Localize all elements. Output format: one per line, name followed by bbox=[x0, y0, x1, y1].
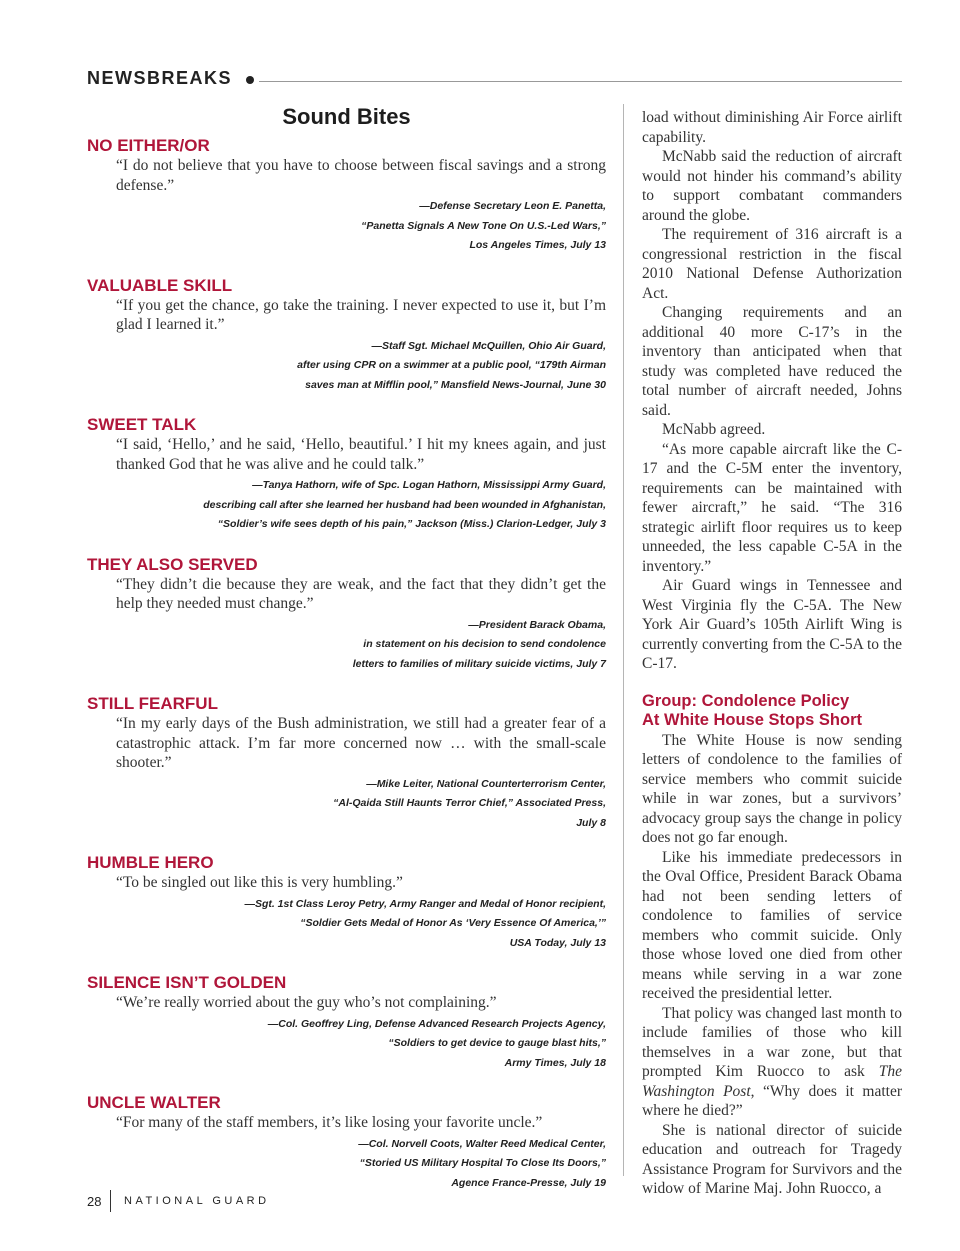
publication-name: NATIONAL GUARD bbox=[124, 1195, 270, 1207]
bite-source-line: after using CPR on a swimmer at a public pool, “179th Airman bbox=[297, 359, 606, 371]
header-rule bbox=[259, 81, 902, 82]
section-header bbox=[87, 68, 902, 94]
bite-source-line: letters to families of military suicide victims, July 7 bbox=[352, 657, 606, 670]
paragraph-text: That policy was changed last month to include families of those who kill themselves in a war zone, but that prompted Kim Ruocco to ask bbox=[642, 1004, 902, 1080]
sound-bite bbox=[87, 694, 606, 833]
bite-source-line: Agence France-Presse, July 19 bbox=[451, 1176, 606, 1189]
bite-quote: “They didn’t die because they are weak, and the fact that they didn’t get the help they needed must change.” bbox=[116, 575, 606, 612]
bite-source-line: Army Times, July 18 bbox=[504, 1056, 606, 1069]
bite-source-line: —Sgt. 1st Class Leroy Petry, Army Ranger and Medal of Honor recipient, bbox=[244, 897, 606, 910]
subhead-line: Group: Condolence Policy bbox=[642, 691, 850, 710]
bite-quote: “For many of the staff members, it’s like losing your favorite uncle.” bbox=[116, 1114, 543, 1131]
bite-heading: SWEET TALK bbox=[87, 415, 197, 434]
article-paragraph: load without diminishing Air Force airlift capability. bbox=[642, 109, 902, 146]
bite-quote: “If you get the chance, go take the training. I never expected to use it, but I’m glad I learned it.” bbox=[116, 296, 606, 333]
bite-source-line: —Col. Norvell Coots, Walter Reed Medical Center, bbox=[358, 1137, 606, 1150]
page-number: 28 bbox=[87, 1194, 102, 1209]
sound-bite bbox=[87, 276, 606, 396]
footer-divider bbox=[110, 1190, 111, 1212]
bite-heading: UNCLE WALTER bbox=[87, 1093, 221, 1112]
bite-source-line: July 8 bbox=[576, 816, 606, 829]
article-paragraph: McNabb agreed. bbox=[662, 421, 766, 438]
bite-source-line: saves man at Mifflin pool,” Mansfield News-Journal, June 30 bbox=[305, 378, 606, 391]
bite-source-line: in statement on his decision to send condolence bbox=[363, 638, 606, 650]
bite-heading: VALUABLE SKILL bbox=[87, 275, 233, 295]
article-paragraph: The White House is now sending letters of condolence to the families of service members who commit suicide while in war zones, but a survivors’ advocacy group says the change in policy does not go far enough. bbox=[642, 731, 902, 846]
bite-source-line: USA Today, July 13 bbox=[509, 936, 606, 949]
bite-heading: SILENCE ISN’T GOLDEN bbox=[87, 973, 287, 992]
bullet-dot-icon bbox=[246, 76, 254, 84]
article-subhead bbox=[642, 692, 902, 731]
bite-source-line: Los Angeles Times, July 13 bbox=[469, 239, 606, 251]
sound-bite bbox=[87, 555, 606, 675]
newspaper-name: The Washington Post bbox=[642, 1063, 902, 1100]
bite-source-line: “Soldier Gets Medal of Honor As ‘Very Essence Of America,’” bbox=[300, 917, 606, 929]
sound-bite bbox=[87, 973, 606, 1073]
article-body-bottom bbox=[642, 731, 902, 1199]
article-paragraph: Like his immediate predecessors in the Oval Office, President Barack Obama had not been sending letters of condolence to families of service members who commit suicide. Only those whose loved one died from other means while serving in a war zone received the presidential letter. bbox=[642, 848, 902, 1002]
bite-quote: “In my early days of the Bush administration, we still had a greater fear of a catastrophic attack. I’m far more concerned now … with the small-scale shooter.” bbox=[116, 715, 606, 771]
bite-source-line: “Panetta Signals A New Tone On U.S.-Led Wars,” bbox=[361, 219, 606, 232]
column-divider bbox=[623, 104, 624, 1176]
bite-source-line: —Staff Sgt. Michael McQuillen, Ohio Air Guard, bbox=[371, 339, 606, 352]
sound-bite bbox=[87, 1093, 606, 1193]
bite-heading: HUMBLE HERO bbox=[87, 853, 214, 872]
sound-bites-column bbox=[87, 104, 606, 1213]
bite-heading: STILL FEARFUL bbox=[87, 694, 218, 713]
bite-quote: “I said, ‘Hello,’ and he said, ‘Hello, beautiful.’ I hit my knees again, and just thanked God that he was alive and he could talk.” bbox=[116, 436, 606, 473]
bite-source-line: “Soldiers to get device to gauge blast hits,” bbox=[388, 1037, 606, 1049]
article-column bbox=[642, 108, 902, 1199]
article-paragraph: “As more capable aircraft like the C-17 and the C-5M enter the inventory, requirements can be maintained with fewer aircraft,” he said. “The 316 strategic airlift floor requires us to keep unneeded, the less capable C-5A in the inventory.” bbox=[642, 440, 902, 575]
bite-source-line: —President Barack Obama, bbox=[468, 618, 606, 631]
sound-bite bbox=[87, 853, 606, 953]
bite-quote: “I do not believe that you have to choose between fiscal savings and a strong defense.” bbox=[116, 157, 606, 194]
bite-source-line: describing call after she learned her husband had been wounded in Afghanistan, bbox=[203, 498, 606, 511]
bite-source-line: “Soldier’s wife sees depth of his pain,” Jackson (Miss.) Clarion-Ledger, July 3 bbox=[217, 518, 606, 530]
article-paragraph bbox=[642, 1004, 902, 1121]
bite-source-line: “Al-Qaida Still Haunts Terror Chief,” Associated Press, bbox=[333, 797, 606, 809]
bite-source-line: “Storied US Military Hospital To Close Its Doors,” bbox=[359, 1157, 606, 1169]
article-paragraph: McNabb said the reduction of aircraft would not hinder his command’s ability to support combatant commanders around the globe. bbox=[642, 148, 902, 224]
article-paragraph: The requirement of 316 aircraft is a congressional restriction in the fiscal 2010 National Defense Authorization Act. bbox=[642, 226, 902, 302]
bite-quote: “We’re really worried about the guy who’s not complaining.” bbox=[116, 994, 497, 1011]
subhead-line: At White House Stops Short bbox=[642, 711, 862, 729]
article-body-top bbox=[642, 108, 902, 674]
article-paragraph: Changing requirements and an additional 40 more C-17’s in the inventory than anticipated when that study was completed have reduced the total number of aircraft needed, Johns said. bbox=[642, 304, 902, 419]
article-paragraph: She is national director of suicide education and outreach for Tragedy Assistance Program for Survivors and the widow of Marine Maj. John Ruocco, a bbox=[642, 1121, 902, 1197]
bite-heading: NO EITHER/OR bbox=[87, 136, 210, 155]
bite-quote: “To be singled out like this is very humbling.” bbox=[116, 874, 403, 891]
article-paragraph: Air Guard wings in Tennessee and West Virginia fly the C-5A. The New York Air Guard’s 105th Airlift Wing is currently converting from the C-5A to the C-17. bbox=[642, 577, 902, 672]
paragraph-text: , “Why does it matter where he died?” bbox=[642, 1082, 902, 1119]
bite-heading: THEY ALSO SERVED bbox=[87, 554, 258, 574]
bite-source-line: —Col. Geoffrey Ling, Defense Advanced Research Projects Agency, bbox=[267, 1017, 606, 1030]
bite-source-line: —Tanya Hathorn, wife of Spc. Logan Hathorn, Mississippi Army Guard, bbox=[252, 479, 606, 491]
sound-bite bbox=[87, 415, 606, 535]
bite-source-line: —Mike Leiter, National Counterterrorism Center, bbox=[366, 777, 606, 790]
page-title: Sound Bites bbox=[282, 104, 411, 129]
sound-bite bbox=[87, 136, 606, 256]
section-label: NEWSBREAKS bbox=[87, 68, 233, 88]
bites-list bbox=[87, 136, 606, 1193]
bite-source-line: —Defense Secretary Leon E. Panetta, bbox=[419, 200, 606, 212]
